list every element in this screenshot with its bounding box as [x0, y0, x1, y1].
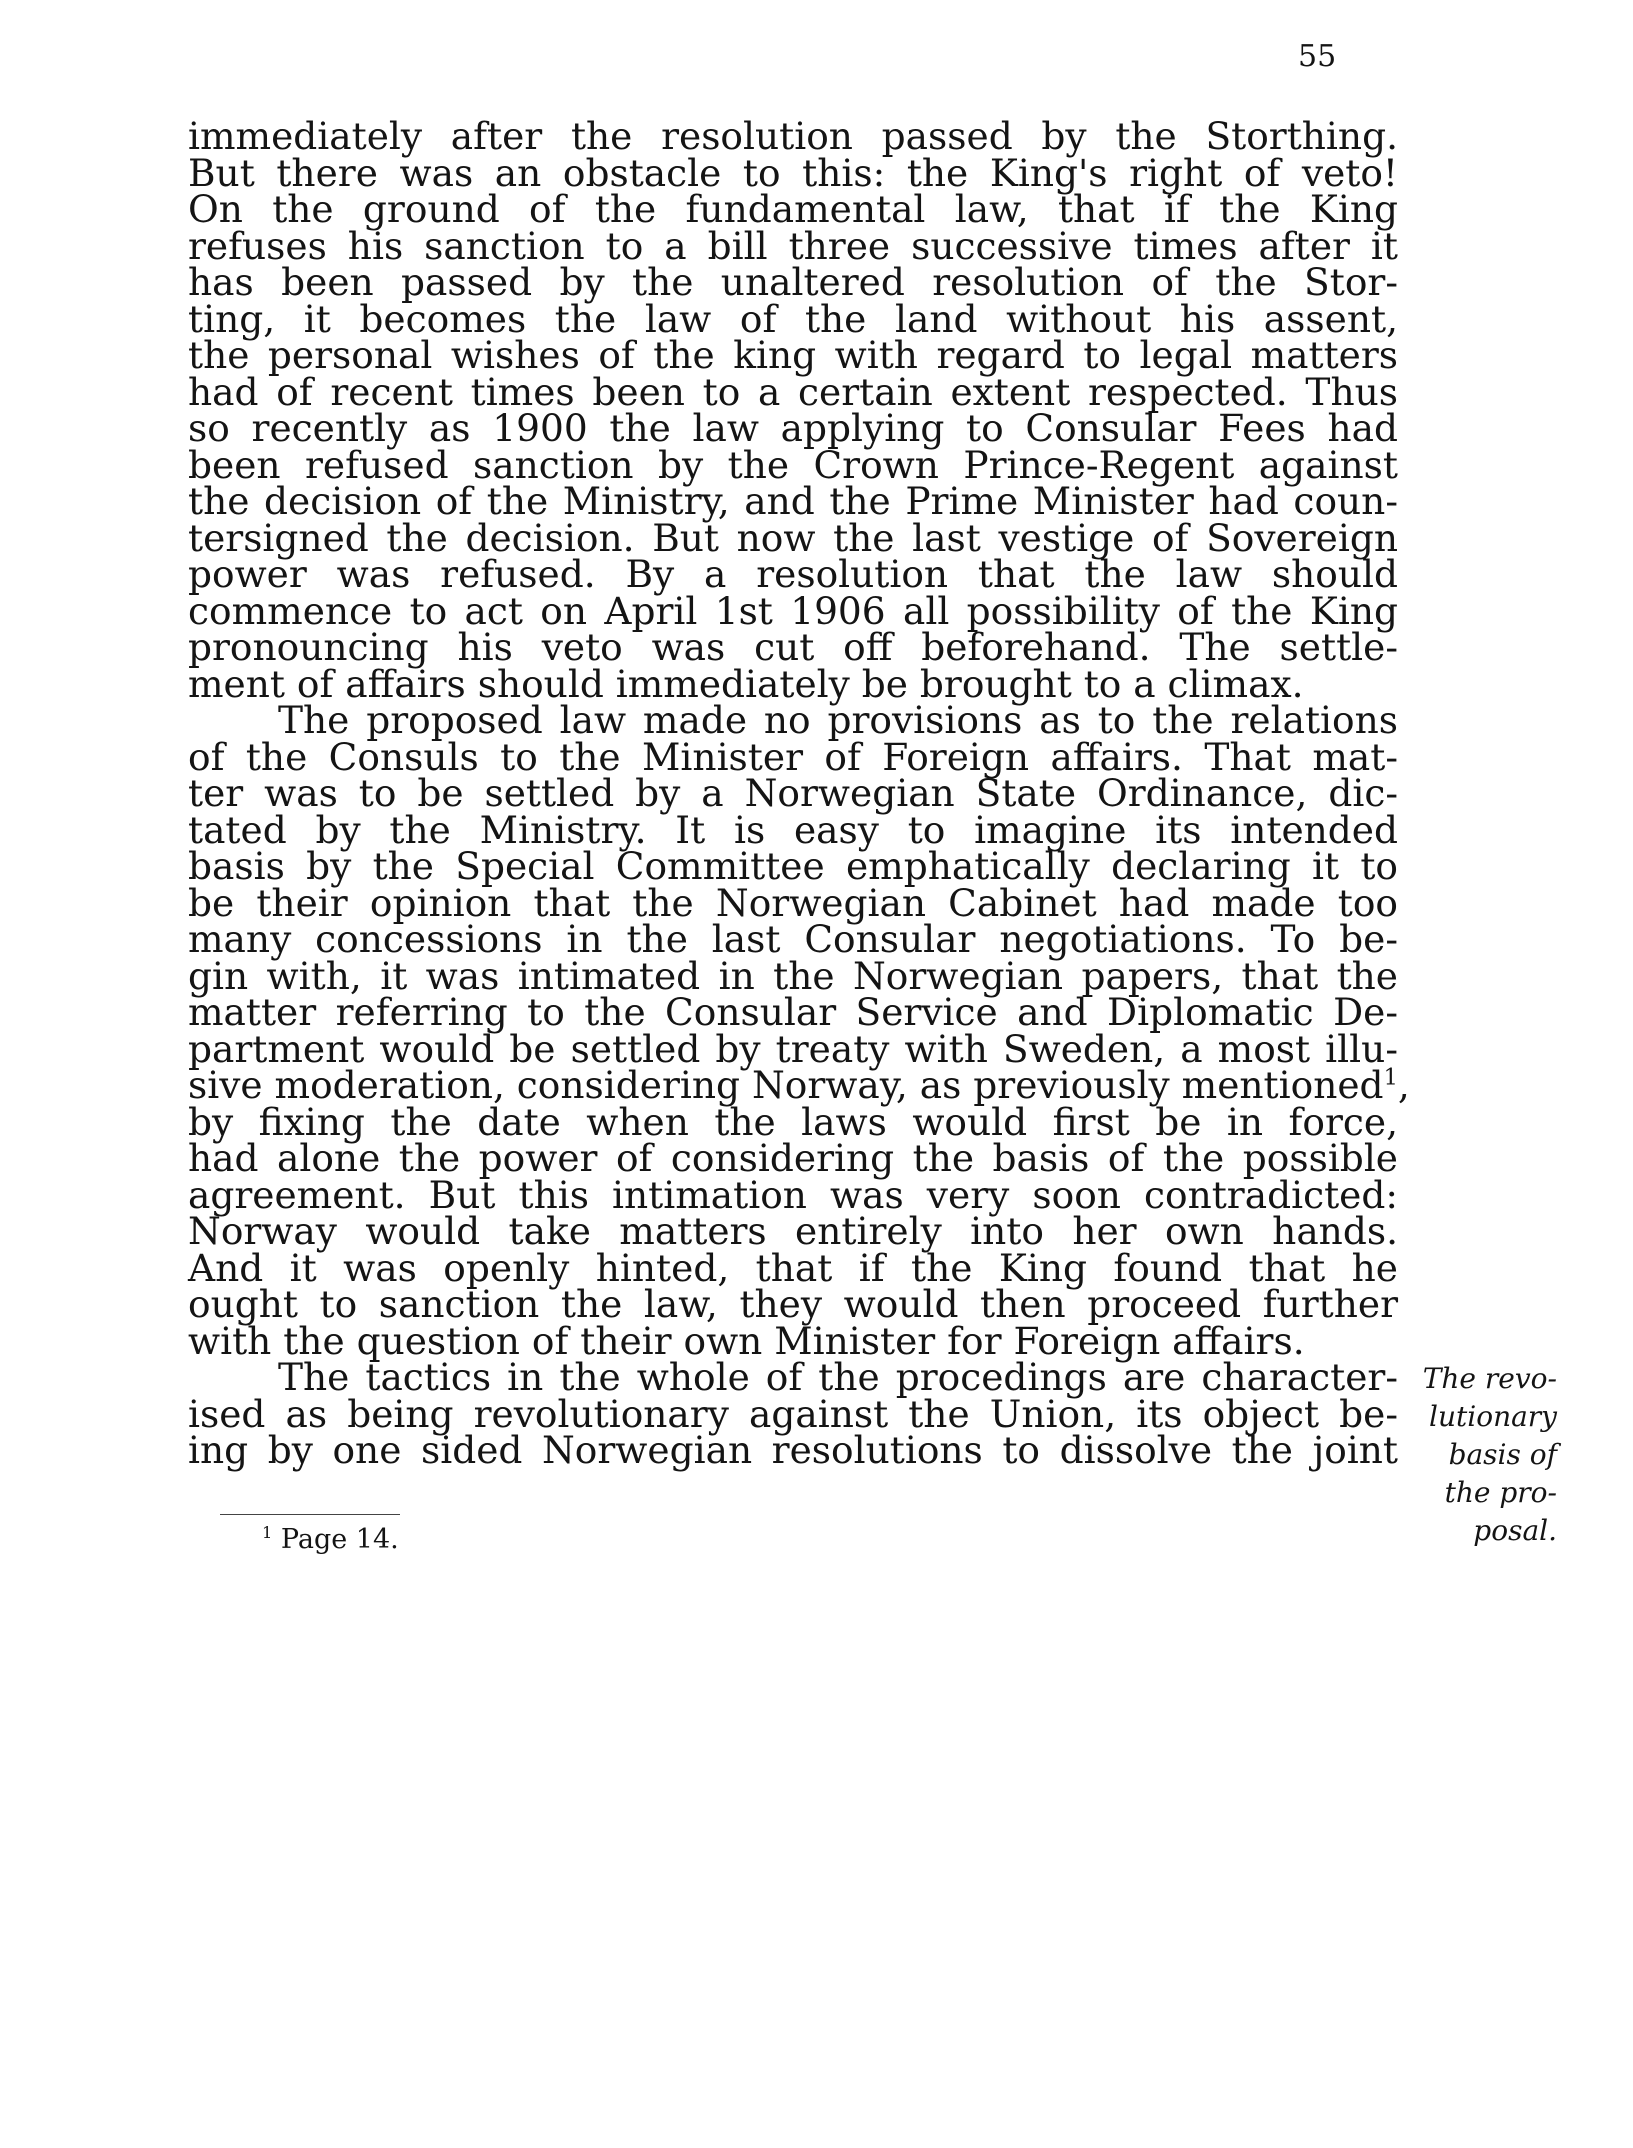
text-line: ting, it becomes the law of the land without his assent, — [188, 296, 1398, 341]
text-line: many concessions in the last Consular negotiations. To be- — [188, 917, 1398, 961]
text-line: ter was to be settled by a Norwegian State Ordinance, dic- — [188, 771, 1398, 815]
text-line: power was refused. By a resolution that the law should — [188, 552, 1398, 596]
margin-note-line: posal. — [1473, 1514, 1557, 1547]
footnote-divider — [220, 1514, 400, 1515]
text-line: has been passed by the unaltered resolution of the Stor- — [188, 260, 1398, 304]
text-line: The tactics in the whole of the procedings are character- — [278, 1355, 1398, 1399]
text-line: the personal wishes of the king with regard to legal matters — [188, 333, 1398, 377]
text-line: immediately after the resolution passed by the Storthing. — [188, 114, 1398, 158]
text-line: basis by the Special Committee emphatically declaring it to — [188, 844, 1398, 888]
text-line: tersigned the decision. But now the last vestige of Sovereign — [188, 515, 1398, 560]
text-line-content: sive moderation, considering Norway, as previously mentioned — [188, 1063, 1384, 1107]
text-line: so recently as 1900 the law applying to Consular Fees had — [188, 406, 1398, 450]
text-line: ing by one sided Norwegian resolutions to dissolve the joint — [188, 1428, 1398, 1472]
text-line: pronouncing his veto was cut off beforehand. The settle- — [188, 625, 1398, 669]
text-line: be their opinion that the Norwegian Cabinet had made too — [188, 880, 1398, 925]
text-line: The proposed law made no provisions as to the relations — [278, 698, 1398, 742]
margin-note-line: lutionary — [1429, 1400, 1557, 1433]
text-line: partment would be settled by treaty with Sweden, a most illu- — [188, 1026, 1398, 1071]
footnote-text: Page 14. — [280, 1524, 399, 1555]
footnote-reference: 1 — [1383, 1064, 1398, 1091]
text-line: had alone the power of considering the basis of the possible — [188, 1136, 1398, 1180]
text-line: And it was openly hinted, that if the King found that he — [188, 1245, 1398, 1290]
text-line: ought to sanction the law, they would then proceed further — [188, 1282, 1398, 1326]
margin-note-line: basis of — [1448, 1438, 1557, 1471]
text-line: tated by the Ministry. It is easy to imagine its intended — [188, 807, 1398, 852]
margin-note-line: the pro- — [1444, 1476, 1557, 1509]
footnote — [262, 1520, 399, 1560]
text-line: commence to act on April 1st 1906 all possibility of the King — [188, 588, 1398, 633]
text-line: Norway would take matters entirely into her own hands. — [188, 1209, 1398, 1253]
page-number: 55 — [1298, 39, 1337, 74]
text-line: ised as being revolutionary against the Union, its object be- — [188, 1391, 1398, 1436]
footnote-marker: 1 — [262, 1523, 273, 1542]
text-line: On the ground of the fundamental law, that if the King — [188, 187, 1398, 231]
text-line: sive moderation, considering Norway, as previously mentioned$^1$, — [188, 1063, 1410, 1107]
text-line: gin with, it was intimated in the Norwegian papers, that the — [188, 953, 1398, 998]
text-line: But there was an obstacle to this: the King's right of veto! — [188, 150, 1398, 195]
margin-note — [1412, 1360, 1557, 1550]
text-line: had of recent times been to a certain extent respected. Thus — [188, 369, 1398, 414]
text-line: refuses his sanction to a bill three successive times after it — [188, 223, 1398, 268]
text-line: with the question of their own Minister for Foreign affairs. — [188, 1318, 1305, 1363]
text-line: agreement. But this intimation was very soon contradicted: — [188, 1172, 1398, 1217]
text-line: by fixing the date when the laws would first be in force, — [188, 1099, 1398, 1144]
text-line: matter referring to the Consular Service and Diplomatic De- — [188, 990, 1398, 1034]
text-line: ment of affairs should immediately be brought to a climax. — [188, 661, 1304, 706]
text-line: the decision of the Ministry, and the Prime Minister had coun- — [188, 479, 1398, 523]
margin-note-line: The revo- — [1422, 1362, 1557, 1395]
text-line: of the Consuls to the Minister of Foreign affairs. That mat- — [188, 734, 1398, 779]
text-line: been refused sanction by the Crown Prince-Regent against — [188, 442, 1398, 487]
